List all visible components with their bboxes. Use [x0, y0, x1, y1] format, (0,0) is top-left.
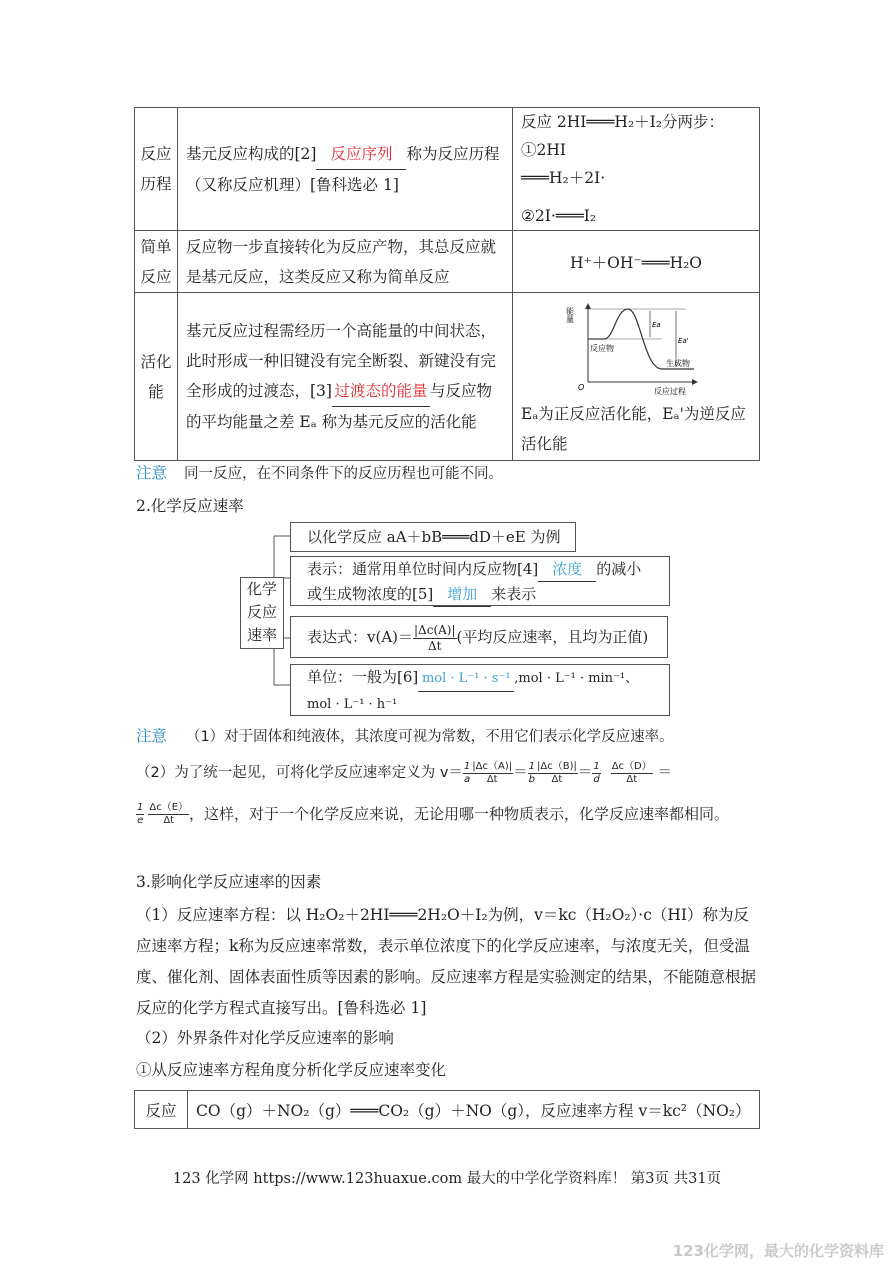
energy-diagram: [566, 297, 706, 397]
note-2: 注意 （1）对于固体和纯液体，其浓度可视为常数，不用它们表示化学反应速率。: [136, 727, 674, 745]
blank-4: 浓度: [538, 557, 596, 582]
product-label: 生成物: [666, 359, 690, 368]
process-axis-label: 反应过程: [654, 387, 686, 396]
note-2-formula-line: （2）为了统一起见，可将化学反应速率定义为 v＝ $\frac{1}{a}$ $\frac{|\Delta c(A)|}{\Delta t}$ ＝ $\frac{1}{b}$ $\frac{|\Delta c(B)|}{\Delta t}$ ＝ $\frac{1}{d}$ $\frac{\Delta c(D)}{\Delta t}$ ＝: [136, 760, 672, 785]
diagram-box-example: 以化学反应 aA＋bB═══dD＋eE 为例: [290, 522, 576, 552]
rate-fraction: $\frac{|\Delta c(A)|}{\Delta t}$: [414, 622, 456, 653]
rate-analysis-heading: ①从反应速率方程角度分析化学反应速率变化: [136, 1061, 447, 1079]
ea-label: Ea: [652, 321, 661, 329]
activation-description: 基元反应过程需经历一个高能量的中间状态，此时形成一种旧键没有完全断裂、新键没有完全形成的过渡态，[3] 过渡态的能量 与反应物的平均能量之差 Eₐ 称为基元反应的活化能: [186, 322, 497, 431]
reaction-table: [134, 107, 760, 461]
row-label-simple: 简单反应: [140, 237, 172, 286]
row-label-history: 反应历程: [140, 145, 172, 193]
blank-3: 过渡态的能量: [332, 376, 430, 407]
note-tag: 注意: [136, 727, 168, 745]
activation-caption: Eₐ为正反应活化能，Eₐ'为逆反应活化能: [521, 405, 746, 453]
reaction-table-2: [134, 1090, 760, 1129]
reaction-label: 反应: [145, 1101, 177, 1120]
rate-equation-paragraph: （1）反应速率方程：以 H₂O₂＋2HI═══2H₂O＋I₂为例，v＝kc（H₂O₂）·c（HI）称为反应速率方程；k称为反应速率常数，表示单位浓度下的化学反应速率，与浓度无关，但受温度、催化剂、固体表面性质等因素的影响。反应速率方程是实验测定的结果，不能随意根据反应的化学方程式直接写出。[鲁科选必 1]: [136, 906, 757, 1017]
energy-axis-label: 能量: [566, 307, 575, 323]
reaction-content: CO（g）＋NO₂（g）═══CO₂（g）＋NO（g），反应速率方程 v＝kc²（NO₂）: [196, 1101, 751, 1120]
page-footer: 123 化学网 https://www.123huaxue.com 最大的中学化学资料库！ 第3页 共31页: [172, 1171, 722, 1187]
section-2-title: 2.化学反应速率: [136, 497, 244, 515]
reactant-label: 反应物: [590, 344, 614, 353]
history-example: 反应 2HI═══H₂＋I₂分两步：①2HI ═══H₂＋2I· ②2I·═══I₂: [521, 113, 724, 225]
rate-center-box: 化学反应速率: [240, 577, 284, 649]
section-3-title: 3.影响化学反应速率的因素: [136, 873, 322, 891]
diagram-box-expression: 表示：通常用单位时间内反应物[4] 浓度 的减小 或生成物浓度的[5] 增加 来表示: [290, 556, 670, 606]
note-1: 注意 同一反应，在不同条件下的反应历程也可能不同。: [136, 464, 503, 482]
diagram-box-formula: 表达式：v(A)＝ $\frac{|\Delta c(A)|}{\Delta t}$ (平均反应速率，且均为正值): [290, 616, 668, 658]
origin-label: O: [578, 383, 585, 392]
blank-2: 反应序列: [316, 139, 406, 170]
blank-6: mol · L⁻¹ · s⁻¹: [418, 666, 514, 692]
blank-5: 增加: [433, 582, 491, 607]
note-2-continuation: $\frac{1}{e}$ $\frac{\Delta c(E)}{\Delta t}$ ，这样，对于一个化学反应来说，无论用哪一种物质表示，化学反应速率都相同。: [137, 802, 730, 826]
row-label-activation: 活化能: [140, 352, 172, 401]
simple-description: 反应物一步直接转化为反应产物，其总反应就是基元反应，这类反应又称为简单反应: [186, 237, 497, 286]
diagram-box-unit: 单位：一般为[6] mol · L⁻¹ · s⁻¹ ,mol · L⁻¹ · min⁻¹、 mol · L⁻¹ · h⁻¹: [290, 664, 670, 716]
ea-prime-label: Ea': [678, 337, 689, 345]
history-description: 基元反应构成的[2] 反应序列 称为反应历程（又称反应机理）[鲁科选必 1]: [186, 139, 504, 200]
external-factors-heading: （2）外界条件对化学反应速率的影响: [136, 1029, 394, 1047]
simple-example: H⁺＋OH⁻═══H₂O: [569, 253, 703, 272]
note-tag: 注意: [136, 464, 168, 482]
watermark: 123化学网，最大的化学资料库: [672, 1242, 884, 1260]
